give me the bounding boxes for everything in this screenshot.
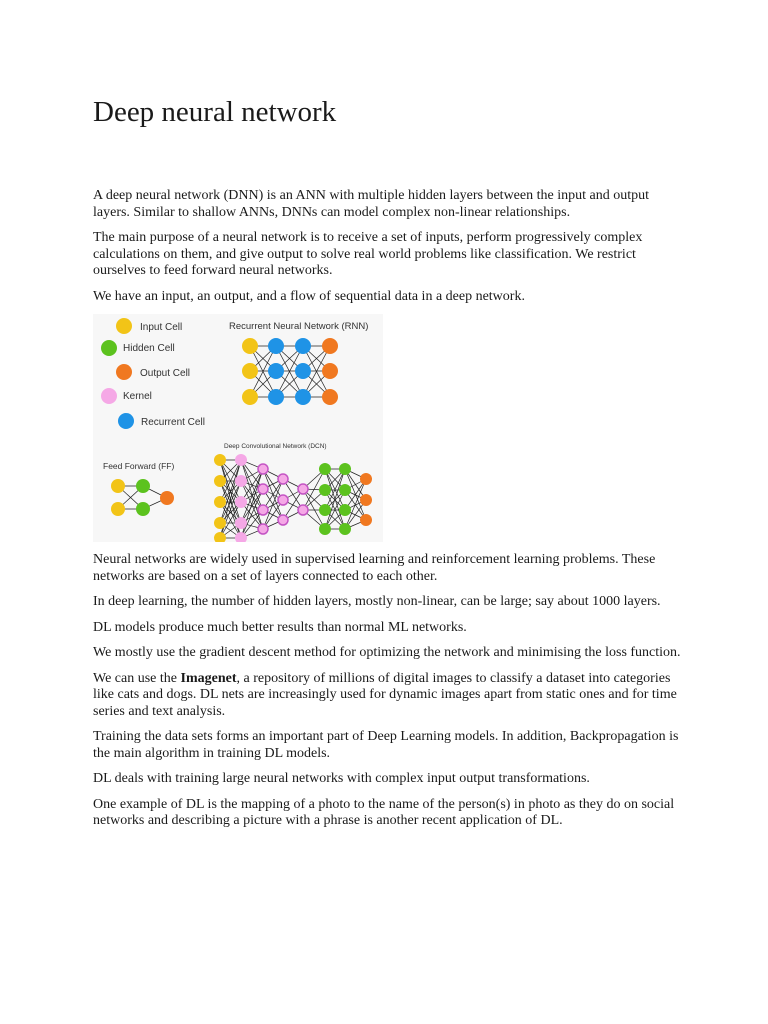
dcn-pool-node: [298, 484, 308, 494]
body-text: [93, 188, 683, 839]
dcn-hidden-node: [319, 484, 331, 496]
ff-hidden-node: [136, 479, 150, 493]
dcn-output-node: [360, 514, 372, 526]
paragraph: We have an input, an output, and a flow of sequential data in a deep network.: [93, 288, 525, 304]
ff-hidden-node: [136, 502, 150, 516]
dcn-pool-node: [258, 524, 268, 534]
legend-input-label: Input Cell: [140, 322, 183, 333]
dcn-pool-node: [258, 505, 268, 515]
paragraph: In deep learning, the number of hidden layers, mostly non-linear, can be large; say about 1000 layers.: [93, 594, 661, 609]
rnn-title: Recurrent Neural Network (RNN): [229, 321, 369, 332]
dcn-title: Deep Convolutional Network (DCN): [224, 443, 327, 450]
dcn-input-node: [214, 517, 226, 529]
legend-output-swatch: [116, 364, 132, 380]
dcn-output-node: [360, 494, 372, 506]
dcn-pool-node: [258, 464, 268, 474]
ff-input-node: [111, 479, 125, 493]
paragraph: Neural networks are widely used in supervised learning and reinforcement learning problems. These networks are based on a set of layers connected to each other.: [93, 552, 656, 584]
page-title: Deep neural network: [93, 96, 337, 128]
dcn-kernel-node: [235, 475, 247, 487]
neural-network-figure: [93, 314, 383, 542]
dcn-input-node: [214, 475, 226, 487]
dcn-hidden-node: [339, 463, 351, 475]
dcn-hidden-node: [319, 463, 331, 475]
rnn-recurrent-node: [268, 338, 284, 354]
dcn-kernel-node: [235, 517, 247, 529]
dcn-kernel-node: [235, 454, 247, 466]
legend-recurrent-swatch: [118, 413, 134, 429]
paragraph: DL deals with training large neural networks with complex input output transformations.: [93, 771, 590, 786]
rnn-input-node: [242, 338, 258, 354]
dcn-pool-node: [278, 474, 288, 484]
dcn-hidden-node: [339, 504, 351, 516]
rnn-recurrent-node: [295, 338, 311, 354]
dcn-hidden-node: [319, 504, 331, 516]
legend-kernel-swatch: [101, 388, 117, 404]
paragraph: One example of DL is the mapping of a photo to the name of the person(s) in photo as they do on social networks and describing a picture with a phrase is another recent application of DL.: [93, 796, 675, 828]
imagenet-paragraph: [93, 671, 683, 721]
dcn-hidden-node: [319, 523, 331, 535]
text-run: , a repository of millions of digital images to classify a dataset into categories like cats and dogs. DL nets are increasingly used for dynamic images apart from static ones and for time series and text analysis.: [93, 670, 677, 719]
rnn-recurrent-node: [268, 363, 284, 379]
dcn-input-node: [214, 532, 226, 542]
paragraph: The main purpose of a neural network is to receive a set of inputs, perform progressively complex calculations on them, and give output to solve real world problems like classification. We restrict ourselves to feed forward neural networks.: [93, 230, 643, 278]
network-diagram: [93, 314, 383, 542]
dcn-pool-node: [258, 484, 268, 494]
ff-output-node: [160, 491, 174, 505]
rnn-recurrent-node: [295, 389, 311, 405]
rnn-output-node: [322, 363, 338, 379]
dcn-kernel-node: [235, 496, 247, 508]
legend-output-label: Output Cell: [140, 368, 191, 379]
ff-title: Feed Forward (FF): [103, 461, 175, 471]
rnn-recurrent-node: [295, 363, 311, 379]
rnn-input-node: [242, 389, 258, 405]
rnn-output-node: [322, 389, 338, 405]
rnn-input-node: [242, 363, 258, 379]
dcn-pool-node: [298, 505, 308, 515]
dcn-output-node: [360, 473, 372, 485]
dcn-pool-node: [278, 495, 288, 505]
legend-recurrent-label: Recurrent Cell: [141, 417, 205, 428]
rnn-recurrent-node: [268, 389, 284, 405]
legend-hidden-label: Hidden Cell: [123, 343, 175, 354]
text-run: We can use the: [93, 670, 181, 686]
paragraph: We mostly use the gradient descent method for optimizing the network and minimising the loss function.: [93, 645, 681, 660]
dcn-hidden-node: [339, 523, 351, 535]
ff-input-node: [111, 502, 125, 516]
paragraph: A deep neural network (DNN) is an ANN with multiple hidden layers between the input and output layers. Similar to shallow ANNs, DNNs can model complex non-linear relationships.: [93, 188, 649, 220]
dcn-pool-node: [278, 515, 288, 525]
legend-kernel-label: Kernel: [123, 391, 152, 402]
rnn-output-node: [322, 338, 338, 354]
dcn-hidden-node: [339, 484, 351, 496]
dcn-input-node: [214, 496, 226, 508]
dcn-kernel-node: [235, 532, 247, 542]
paragraph: Training the data sets forms an important part of Deep Learning models. In addition, Backpropagation is the main algorithm in training DL models.: [93, 729, 679, 761]
legend-input-swatch: [116, 318, 132, 334]
legend-hidden-swatch: [101, 340, 117, 356]
dcn-input-node: [214, 454, 226, 466]
paragraph: DL models produce much better results than normal ML networks.: [93, 619, 467, 635]
imagenet-term: Imagenet: [180, 670, 237, 686]
